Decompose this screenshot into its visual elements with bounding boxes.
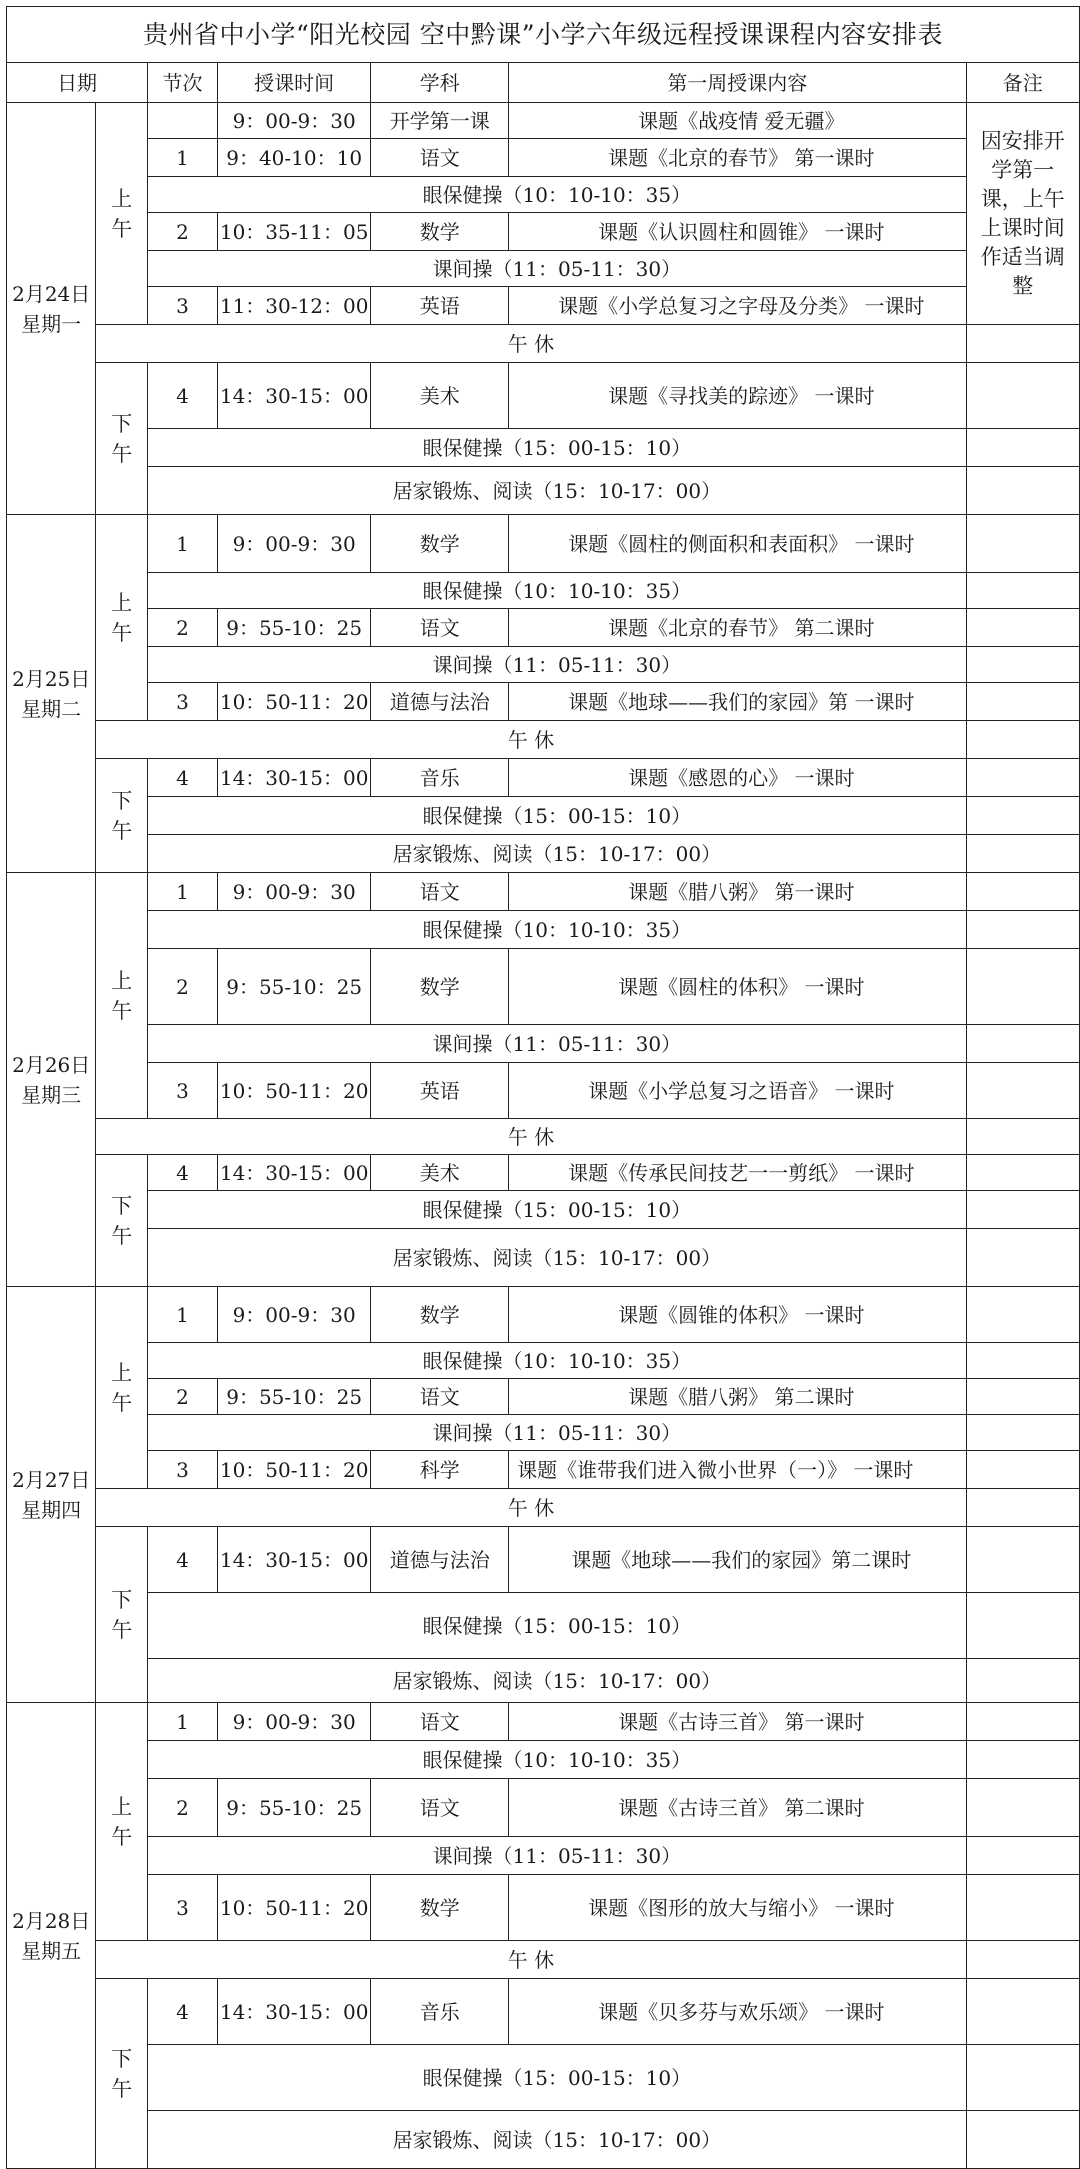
note-empty-cell (966, 429, 1079, 467)
table-row (7, 213, 1080, 251)
day-date: 2月25日 (12, 666, 91, 691)
table-row (7, 2111, 1080, 2169)
table-row (7, 1415, 1080, 1451)
note-empty-cell (966, 835, 1079, 873)
morning-label (96, 873, 148, 1119)
morning-label-char: 午 (111, 620, 133, 645)
table-row (7, 1489, 1080, 1527)
lesson-number: 3 (148, 1451, 218, 1489)
day-weekday: 星期一 (21, 311, 82, 336)
note-empty-cell (966, 1941, 1079, 1979)
lesson-time: 10：35-11：05 (217, 213, 371, 251)
lesson-subject: 数学 (371, 1287, 509, 1343)
note-empty-cell (966, 515, 1079, 573)
table-row (7, 911, 1080, 949)
lesson-time: 9：55-10：25 (217, 949, 371, 1025)
table-row (7, 1025, 1080, 1063)
afternoon-label-char: 午 (111, 1617, 133, 1642)
note-empty-cell (966, 1379, 1079, 1415)
activity-row: 眼保健操（10：10-10：35） (148, 177, 966, 213)
lesson-subject: 科学 (371, 1451, 509, 1489)
lesson-content: 课题《小学总复习之语音》 一课时 (509, 1063, 966, 1119)
lesson-content: 课题《腊八粥》 第二课时 (509, 1379, 966, 1415)
lesson-subject: 英语 (371, 1063, 509, 1119)
table-row (7, 1703, 1080, 1741)
table-row (7, 177, 1080, 213)
table-row (7, 287, 1080, 325)
header-subject: 学科 (371, 63, 509, 103)
note-empty-cell (966, 1287, 1079, 1343)
table-row (7, 1979, 1080, 2045)
lesson-subject: 语文 (371, 139, 509, 177)
activity-row: 居家锻炼、阅读（15：10-17：00） (148, 2111, 966, 2169)
lesson-time: 11：30-12：00 (217, 287, 371, 325)
note-empty-cell (966, 1837, 1079, 1875)
header-lesson-no: 节次 (148, 63, 218, 103)
lesson-content: 课题《谁带我们进入微小世界（一）》 一课时 (509, 1451, 966, 1489)
note-text: 因安排开学第一课，上午上课时间作适当调整 (966, 103, 1079, 325)
note-empty-cell (966, 1489, 1079, 1527)
lesson-content: 课题《腊八粥》 第一课时 (509, 873, 966, 911)
lesson-time: 9：00-9：30 (217, 1287, 371, 1343)
lesson-subject: 英语 (371, 287, 509, 325)
activity-row: 眼保健操（10：10-10：35） (148, 911, 966, 949)
lesson-content: 课题《认识圆柱和圆锥》 一课时 (509, 213, 966, 251)
lesson-content: 课题《感恩的心》 一课时 (509, 759, 966, 797)
note-empty-cell (966, 1741, 1079, 1779)
lesson-number: 2 (148, 1379, 218, 1415)
morning-label-char: 午 (111, 216, 133, 241)
lesson-time: 10：50-11：20 (217, 1875, 371, 1941)
day-date-cell (7, 1287, 96, 1703)
activity-row: 居家锻炼、阅读（15：10-17：00） (148, 467, 966, 515)
lesson-subject: 音乐 (371, 1979, 509, 2045)
table-row (7, 835, 1080, 873)
activity-row: 眼保健操（15：00-15：10） (148, 797, 966, 835)
lesson-number: 1 (148, 873, 218, 911)
afternoon-label (96, 1155, 148, 1287)
schedule-table (6, 6, 1080, 2169)
note-empty-cell (966, 1343, 1079, 1379)
lesson-number: 3 (148, 287, 218, 325)
lesson-time: 10：50-11：20 (217, 683, 371, 721)
lesson-subject: 开学第一课 (371, 103, 509, 139)
lesson-time: 9：55-10：25 (217, 1379, 371, 1415)
lesson-time: 9：00-9：30 (217, 1703, 371, 1741)
lesson-number: 2 (148, 949, 218, 1025)
table-row (7, 1779, 1080, 1837)
lesson-number: 3 (148, 683, 218, 721)
morning-label-char: 上 (111, 590, 133, 615)
note-empty-cell (966, 1155, 1079, 1191)
lesson-number: 1 (148, 1703, 218, 1741)
activity-row: 居家锻炼、阅读（15：10-17：00） (148, 1229, 966, 1287)
lesson-content: 课题《古诗三首》 第二课时 (509, 1779, 966, 1837)
lunch-break: 午 休 (96, 1941, 966, 1979)
table-row (7, 1063, 1080, 1119)
lesson-time: 9：55-10：25 (217, 609, 371, 647)
morning-label (96, 515, 148, 721)
morning-label-char: 午 (111, 998, 133, 1023)
table-row (7, 1343, 1080, 1379)
note-empty-cell (966, 2111, 1079, 2169)
note-empty-cell (966, 573, 1079, 609)
afternoon-label-char: 午 (111, 2076, 133, 2101)
table-row (7, 515, 1080, 573)
note-empty-cell (966, 325, 1079, 363)
lesson-content: 课题《战疫情 爱无疆》 (509, 103, 966, 139)
afternoon-label-char: 下 (111, 411, 133, 436)
header-date: 日期 (7, 63, 148, 103)
morning-label-char: 上 (111, 968, 133, 993)
morning-label (96, 1287, 148, 1489)
lesson-time: 14：30-15：00 (217, 1527, 371, 1593)
afternoon-label (96, 363, 148, 515)
note-empty-cell (966, 1415, 1079, 1451)
table-row (7, 429, 1080, 467)
header-time: 授课时间 (217, 63, 371, 103)
lesson-subject: 音乐 (371, 759, 509, 797)
morning-label-char: 午 (111, 1390, 133, 1415)
lesson-subject: 语文 (371, 1703, 509, 1741)
note-empty-cell (966, 683, 1079, 721)
lesson-number: 1 (148, 1287, 218, 1343)
day-date: 2月28日 (12, 1908, 91, 1933)
afternoon-label-char: 午 (111, 1223, 133, 1248)
day-weekday: 星期二 (21, 696, 82, 721)
header-note: 备注 (966, 63, 1079, 103)
lesson-number: 3 (148, 1063, 218, 1119)
lesson-number: 1 (148, 515, 218, 573)
note-empty-cell (966, 721, 1079, 759)
note-empty-cell (966, 1979, 1079, 2045)
afternoon-label-char: 午 (111, 818, 133, 843)
lesson-subject: 语文 (371, 1779, 509, 1837)
morning-label-char: 上 (111, 1794, 133, 1819)
note-empty-cell (966, 647, 1079, 683)
table-row (7, 1191, 1080, 1229)
lesson-subject: 语文 (371, 609, 509, 647)
table-row (7, 1741, 1080, 1779)
activity-row: 眼保健操（15：00-15：10） (148, 1593, 966, 1659)
note-empty-cell (966, 1025, 1079, 1063)
lesson-number: 2 (148, 609, 218, 647)
activity-row: 眼保健操（10：10-10：35） (148, 573, 966, 609)
table-row (7, 573, 1080, 609)
lesson-content: 课题《北京的春节》 第二课时 (509, 609, 966, 647)
afternoon-label-char: 下 (111, 788, 133, 813)
table-row (7, 873, 1080, 911)
lesson-time: 10：50-11：20 (217, 1063, 371, 1119)
table-row (7, 1287, 1080, 1343)
lesson-content: 课题《古诗三首》 第一课时 (509, 1703, 966, 1741)
day-date: 2月27日 (12, 1467, 91, 1492)
lesson-time: 9：00-9：30 (217, 515, 371, 573)
lesson-content: 课题《小学总复习之字母及分类》 一课时 (509, 287, 966, 325)
table-row (7, 1659, 1080, 1703)
lesson-number: 3 (148, 1875, 218, 1941)
header-content: 第一周授课内容 (509, 63, 966, 103)
table-row (7, 797, 1080, 835)
note-empty-cell (966, 1063, 1079, 1119)
lesson-number: 2 (148, 213, 218, 251)
day-weekday: 星期三 (21, 1082, 82, 1107)
activity-row: 课间操（11：05-11：30） (148, 251, 966, 287)
lesson-content: 课题《贝多芬与欢乐颂》 一课时 (509, 1979, 966, 2045)
lesson-time: 14：30-15：00 (217, 363, 371, 429)
lesson-subject: 数学 (371, 1875, 509, 1941)
morning-label-char: 午 (111, 1824, 133, 1849)
activity-row: 眼保健操（10：10-10：35） (148, 1741, 966, 1779)
lesson-content: 课题《圆柱的体积》 一课时 (509, 949, 966, 1025)
activity-row: 眼保健操（15：00-15：10） (148, 2045, 966, 2111)
lesson-subject: 道德与法治 (371, 683, 509, 721)
lesson-number: 4 (148, 1527, 218, 1593)
morning-label (96, 103, 148, 325)
note-empty-cell (966, 1191, 1079, 1229)
note-empty-cell (966, 873, 1079, 911)
table-row (7, 2045, 1080, 2111)
day-date: 2月24日 (12, 281, 91, 306)
lunch-break: 午 休 (96, 721, 966, 759)
afternoon-label-char: 下 (111, 1193, 133, 1218)
lunch-break: 午 休 (96, 325, 966, 363)
lesson-time: 9：55-10：25 (217, 1779, 371, 1837)
lesson-time: 14：30-15：00 (217, 1979, 371, 2045)
note-empty-cell (966, 759, 1079, 797)
morning-label-char: 上 (111, 1360, 133, 1385)
table-row (7, 1155, 1080, 1191)
table-row (7, 721, 1080, 759)
note-empty-cell (966, 797, 1079, 835)
note-empty-cell (966, 1527, 1079, 1593)
day-weekday: 星期四 (21, 1497, 82, 1522)
table-row (7, 1229, 1080, 1287)
note-empty-cell (966, 1229, 1079, 1287)
note-empty-cell (966, 363, 1079, 429)
table-row (7, 1379, 1080, 1415)
lesson-number: 4 (148, 1155, 218, 1191)
day-date-cell (7, 1703, 96, 2169)
lesson-number: 1 (148, 139, 218, 177)
lesson-subject: 数学 (371, 949, 509, 1025)
lesson-content: 课题《圆柱的侧面积和表面积》 一课时 (509, 515, 966, 573)
lesson-content: 课题《寻找美的踪迹》 一课时 (509, 363, 966, 429)
lesson-number: 2 (148, 1779, 218, 1837)
note-empty-cell (966, 1703, 1079, 1741)
table-row (7, 325, 1080, 363)
lesson-content: 课题《北京的春节》 第一课时 (509, 139, 966, 177)
afternoon-label (96, 1527, 148, 1703)
activity-row: 居家锻炼、阅读（15：10-17：00） (148, 835, 966, 873)
lesson-time: 14：30-15：00 (217, 759, 371, 797)
table-row (7, 759, 1080, 797)
table-row (7, 1941, 1080, 1979)
note-empty-cell (966, 1451, 1079, 1489)
lesson-subject: 语文 (371, 1379, 509, 1415)
activity-row: 眼保健操（15：00-15：10） (148, 1191, 966, 1229)
table-row (7, 467, 1080, 515)
afternoon-label-char: 下 (111, 2046, 133, 2071)
note-empty-cell (966, 1119, 1079, 1155)
lesson-time: 9：40-10：10 (217, 139, 371, 177)
afternoon-label-char: 午 (111, 441, 133, 466)
lesson-time: 9：00-9：30 (217, 873, 371, 911)
table-row (7, 647, 1080, 683)
table-row (7, 949, 1080, 1025)
table-row (7, 251, 1080, 287)
activity-row: 居家锻炼、阅读（15：10-17：00） (148, 1659, 966, 1703)
lesson-number (148, 103, 218, 139)
page-title: 贵州省中小学“阳光校园 空中黔课”小学六年级远程授课课程内容安排表 (7, 7, 1080, 63)
table-row (7, 1593, 1080, 1659)
activity-row: 眼保健操（15：00-15：10） (148, 429, 966, 467)
activity-row: 课间操（11：05-11：30） (148, 1415, 966, 1451)
lesson-number: 4 (148, 363, 218, 429)
lesson-content: 课题《地球——我们的家园》第 一课时 (509, 683, 966, 721)
table-row (7, 1119, 1080, 1155)
afternoon-label (96, 759, 148, 873)
table-row (7, 1527, 1080, 1593)
lesson-content: 课题《圆锥的体积》 一课时 (509, 1287, 966, 1343)
activity-row: 课间操（11：05-11：30） (148, 1837, 966, 1875)
note-empty-cell (966, 609, 1079, 647)
day-date: 2月26日 (12, 1052, 91, 1077)
lesson-subject: 道德与法治 (371, 1527, 509, 1593)
table-row (7, 363, 1080, 429)
note-empty-cell (966, 1659, 1079, 1703)
day-date-cell (7, 873, 96, 1287)
lesson-subject: 美术 (371, 1155, 509, 1191)
lesson-content: 课题《传承民间技艺一一剪纸》 一课时 (509, 1155, 966, 1191)
lesson-time: 14：30-15：00 (217, 1155, 371, 1191)
note-empty-cell (966, 1875, 1079, 1941)
lesson-time: 9：00-9：30 (217, 103, 371, 139)
note-empty-cell (966, 467, 1079, 515)
day-weekday: 星期五 (21, 1938, 82, 1963)
table-row (7, 683, 1080, 721)
lesson-number: 4 (148, 1979, 218, 2045)
activity-row: 眼保健操（10：10-10：35） (148, 1343, 966, 1379)
day-date-cell (7, 103, 96, 515)
table-row (7, 1837, 1080, 1875)
table-row (7, 139, 1080, 177)
note-empty-cell (966, 949, 1079, 1025)
lesson-subject: 数学 (371, 213, 509, 251)
activity-row: 课间操（11：05-11：30） (148, 647, 966, 683)
lunch-break: 午 休 (96, 1119, 966, 1155)
lesson-subject: 语文 (371, 873, 509, 911)
morning-label-char: 上 (111, 186, 133, 211)
morning-label (96, 1703, 148, 1941)
lunch-break: 午 休 (96, 1489, 966, 1527)
lesson-number: 4 (148, 759, 218, 797)
table-row (7, 1875, 1080, 1941)
lesson-content: 课题《地球——我们的家园》第二课时 (509, 1527, 966, 1593)
note-empty-cell (966, 1779, 1079, 1837)
lesson-time: 10：50-11：20 (217, 1451, 371, 1489)
note-empty-cell (966, 1593, 1079, 1659)
table-row (7, 1451, 1080, 1489)
lesson-subject: 数学 (371, 515, 509, 573)
afternoon-label (96, 1979, 148, 2169)
lesson-content: 课题《图形的放大与缩小》 一课时 (509, 1875, 966, 1941)
table-row (7, 103, 1080, 139)
afternoon-label-char: 下 (111, 1587, 133, 1612)
activity-row: 课间操（11：05-11：30） (148, 1025, 966, 1063)
lesson-subject: 美术 (371, 363, 509, 429)
table-row (7, 609, 1080, 647)
day-date-cell (7, 515, 96, 873)
note-empty-cell (966, 911, 1079, 949)
note-empty-cell (966, 2045, 1079, 2111)
